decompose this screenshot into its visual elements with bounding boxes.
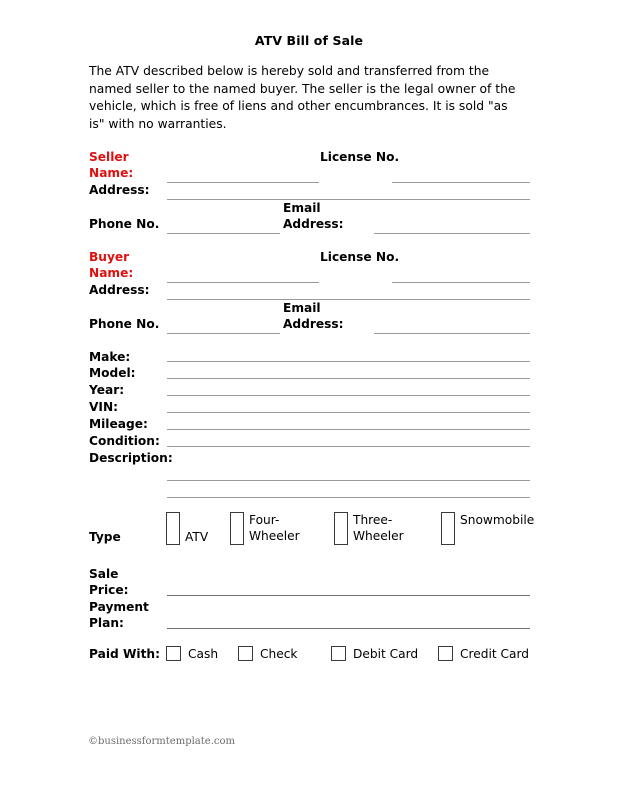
- buyer-phone-input[interactable]: [167, 333, 280, 334]
- buyer-phone-label: Phone No.: [89, 317, 160, 331]
- type-option-label-three-wheeler: Three-Wheeler: [353, 513, 404, 544]
- vehicle-model-label: Model:: [89, 366, 136, 380]
- type-option-label-snowmobile: Snowmobile: [460, 513, 535, 527]
- paid-with-option-label-cash: Cash: [188, 647, 219, 661]
- paid-with-option-label-check: Check: [260, 647, 298, 661]
- vehicle-model-input[interactable]: [167, 378, 530, 379]
- paid-with-option-label-debit-card: Debit Card: [353, 647, 419, 661]
- payment-plan-input[interactable]: [167, 628, 530, 629]
- vehicle-description-label: Description:: [89, 451, 173, 465]
- paid-with-checkbox-check[interactable]: [238, 646, 253, 661]
- paid-with-checkbox-credit-card[interactable]: [438, 646, 453, 661]
- seller-email-input[interactable]: [374, 233, 530, 234]
- paid-with-checkbox-debit-card[interactable]: [331, 646, 346, 661]
- intro-paragraph: The ATV described below is hereby sold and transferred from the named seller to the named buyer. The seller is the legal owner of the vehicle, which is free of liens and other encumbrances. It is sold "as is" with no warranties.: [89, 64, 516, 131]
- seller-phone-input[interactable]: [167, 233, 280, 234]
- sale-price-input[interactable]: [167, 595, 530, 596]
- seller-phone-label: Phone No.: [89, 217, 160, 231]
- seller-license-input[interactable]: [392, 182, 530, 183]
- footer-credit: ©businessformtemplate.com: [88, 736, 235, 747]
- payment-plan-label: Payment Plan:: [89, 600, 149, 631]
- paid-with-checkbox-cash[interactable]: [166, 646, 181, 661]
- vehicle-make-input[interactable]: [167, 361, 530, 362]
- vehicle-vin-label: VIN:: [89, 400, 119, 414]
- buyer-email-label: Email Address:: [283, 301, 344, 332]
- type-label: Type: [89, 530, 121, 544]
- vehicle-vin-input[interactable]: [167, 412, 530, 413]
- vehicle-mileage-input[interactable]: [167, 429, 530, 430]
- seller-license-label: License No.: [320, 150, 400, 164]
- vehicle-description-input-line1[interactable]: [167, 480, 530, 481]
- vehicle-year-label: Year:: [89, 383, 125, 397]
- vehicle-condition-label: Condition:: [89, 434, 160, 448]
- buyer-license-input[interactable]: [392, 282, 530, 283]
- type-checkbox-atv[interactable]: [166, 512, 180, 545]
- buyer-email-input[interactable]: [374, 333, 530, 334]
- type-option-label-four-wheeler: Four-Wheeler: [249, 513, 300, 544]
- seller-name-label: Seller Name:: [89, 150, 134, 181]
- paid-with-label: Paid With:: [89, 647, 160, 661]
- sale-price-label: Sale Price:: [89, 567, 129, 598]
- seller-address-label: Address:: [89, 183, 150, 197]
- page-title: ATV Bill of Sale: [254, 33, 364, 48]
- buyer-name-input[interactable]: [167, 282, 319, 283]
- vehicle-condition-input[interactable]: [167, 446, 530, 447]
- vehicle-description-input-line2[interactable]: [167, 497, 530, 498]
- type-checkbox-four-wheeler[interactable]: [230, 512, 244, 545]
- buyer-license-label: License No.: [320, 250, 400, 264]
- type-option-label-atv: ATV: [185, 530, 209, 544]
- vehicle-mileage-label: Mileage:: [89, 417, 148, 431]
- seller-email-label: Email Address:: [283, 201, 344, 232]
- type-checkbox-snowmobile[interactable]: [441, 512, 455, 545]
- buyer-name-label: Buyer Name:: [89, 250, 134, 281]
- paid-with-option-label-credit-card: Credit Card: [460, 647, 530, 661]
- type-checkbox-three-wheeler[interactable]: [334, 512, 348, 545]
- buyer-address-label: Address:: [89, 283, 150, 297]
- vehicle-year-input[interactable]: [167, 395, 530, 396]
- seller-name-input[interactable]: [167, 182, 319, 183]
- vehicle-make-label: Make:: [89, 350, 131, 364]
